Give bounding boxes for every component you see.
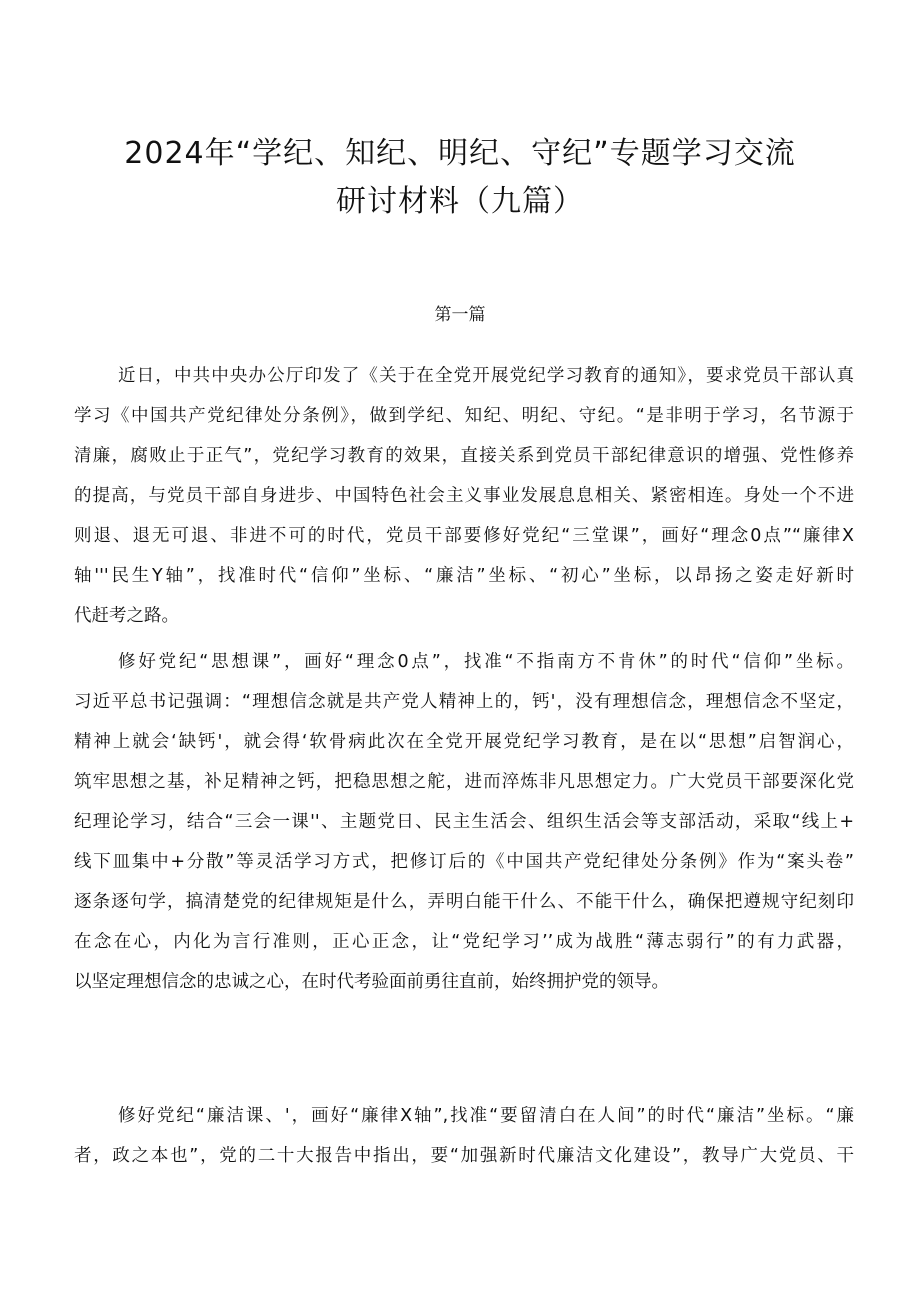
paragraph-line: 者，政之本也”，党的二十大报告中指出，要“加强新时代廉洁文化建设”，教导广大党员、干 [74, 1146, 854, 1166]
paragraph-line: 精神上就会‘缺钙'，就会得‘软骨病此次在全党开展党纪学习教育，是在以“思想”启智润心， [74, 732, 854, 752]
paragraph-line: 逐条逐句学，搞清楚党的纪律规矩是什么，弄明白能干什么、不能干什么，确保把遵规守纪刻印 [74, 892, 854, 912]
paragraph-line: 线下皿集中+分散”等灵活学习方式，把修订后的《中国共产党纪律处分条例》作为“案头卷” [74, 852, 854, 872]
document-title-line-2: 研讨材料（九篇） [336, 184, 584, 219]
document-title-line-1: 2024年“学纪、知纪、明纪、守纪”专题学习交流 [124, 136, 796, 171]
paragraph-1 [74, 356, 854, 636]
paragraph-line: 则退、退无可退、非进不可的时代，党员干部要修好党纪“三堂课”，画好“理念0点”“廉律X [74, 526, 854, 546]
paragraph-line: 近日，中共中央办公厅印发了《关于在全党开展党纪学习教育的通知》，要求党员干部认真 [118, 366, 854, 386]
paragraph-line: 清廉，腐败止于正气”，党纪学习教育的效果，直接关系到党员干部纪律意识的增强、党性修养 [74, 446, 854, 466]
paragraph-line: 在念在心，内化为言行准则，正心正念，让“党纪学习’’成为战胜“薄志弱行”的有力武器， [74, 932, 854, 952]
paragraph-line: 代赶考之路。 [74, 606, 179, 626]
paragraph-line: 轴'''民生Y轴”，找准时代“信仰”坐标、“廉洁”坐标、“初心”坐标，以昂扬之姿走好新时 [74, 566, 854, 586]
paragraph-2 [74, 642, 854, 1002]
paragraph-line: 修好党纪“廉洁课、'，画好“廉律X轴”,找准“要留清白在人间”的时代“廉洁”坐标。“廉 [118, 1106, 854, 1126]
section-heading: 第一篇 [434, 305, 486, 325]
paragraph-line: 筑牢思想之基，补足精神之钙，把稳思想之舵，进而淬炼非凡思想定力。广大党员干部要深化党 [74, 772, 854, 792]
paragraph-line: 习近平总书记强调：“理想信念就是共产党人精神上的，钙'，没有理想信念，理想信念不坚定， [74, 692, 854, 712]
paragraph-line: 纪理论学习，结合“三会一课''、主题党日、民主生活会、组织生活会等支部活动，采取“线上+ [74, 812, 854, 832]
paragraph-3 [74, 1096, 854, 1176]
paragraph-line: 的提高，与党员干部自身进步、中国特色社会主义事业发展息息相关、紧密相连。身处一个不进 [74, 486, 854, 506]
paragraph-line: 修好党纪“思想课”，画好“理念0点”，找准“不指南方不肯休”的时代“信仰”坐标。 [118, 652, 854, 672]
paragraph-line: 以坚定理想信念的忠诚之心，在时代考验面前勇往直前，始终拥护党的领导。 [74, 972, 669, 992]
paragraph-line: 学习《中国共产党纪律处分条例》，做到学纪、知纪、明纪、守纪。“是非明于学习，名节源于 [74, 406, 854, 426]
